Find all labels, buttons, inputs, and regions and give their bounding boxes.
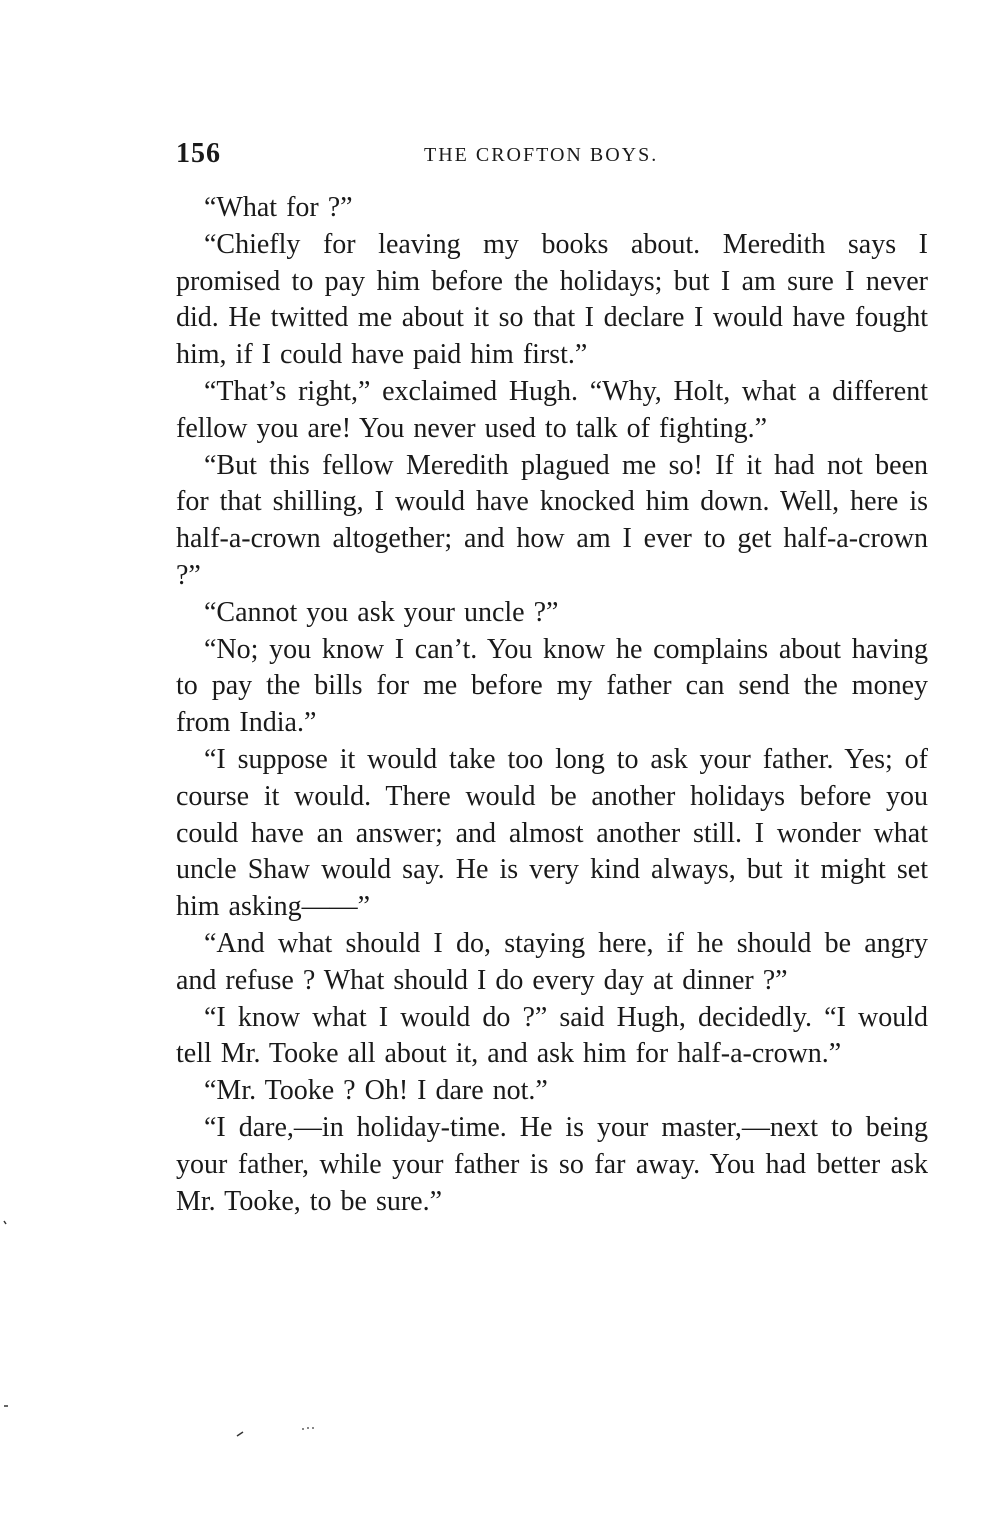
paragraph: “Mr. Tooke ? Oh! I dare not.”: [204, 1075, 548, 1107]
paragraph: “Cannot you ask your uncle ?”: [204, 596, 559, 628]
paragraph: “I know what I would do ?” said Hugh, decidedly. “I would tell Mr. Tooke all about it, and ask him for half-a-crown.”: [176, 1001, 928, 1070]
page-number: 156: [176, 138, 221, 169]
running-title: THE CROFTON BOYS.: [424, 144, 659, 166]
paragraph: “I dare,—in holiday-time. He is your master,—next to being your father, while your father is so far away. You had better ask Mr. Tooke, to be sure.”: [176, 1111, 928, 1217]
paragraph: “I suppose it would take too long to ask your father. Yes; of course it would. There would be another holidays before you could have an answer; and almost another still. I wonder what uncle Shaw would say. He is very kind always, but it might set him asking——”: [176, 743, 928, 923]
paragraph: “But this fellow Meredith plagued me so! If it had not been for that shilling, I would have knocked him down. Well, here is half-a-crown altogether; and how am I ever to get half-a-crown ?”: [176, 449, 928, 591]
paragraph: “No; you know I can’t. You know he complains about having to pay the bills for me before my father can send the money from India.”: [176, 633, 928, 739]
paragraph: “What for ?”: [204, 192, 353, 223]
paragraph: “That’s right,” exclaimed Hugh. “Why, Holt, what a different fellow you are! You never used to talk of fighting.”: [176, 375, 928, 444]
paragraph: “And what should I do, staying here, if he should be angry and refuse ? What should I do every day at dinner ?”: [176, 927, 928, 996]
paragraph: “Chiefly for leaving my books about. Meredith says I promised to pay him before the holidays; but I am sure I never did. He twitted me about it so that I declare I would have fought him, if I could have paid him first.”: [176, 228, 928, 371]
